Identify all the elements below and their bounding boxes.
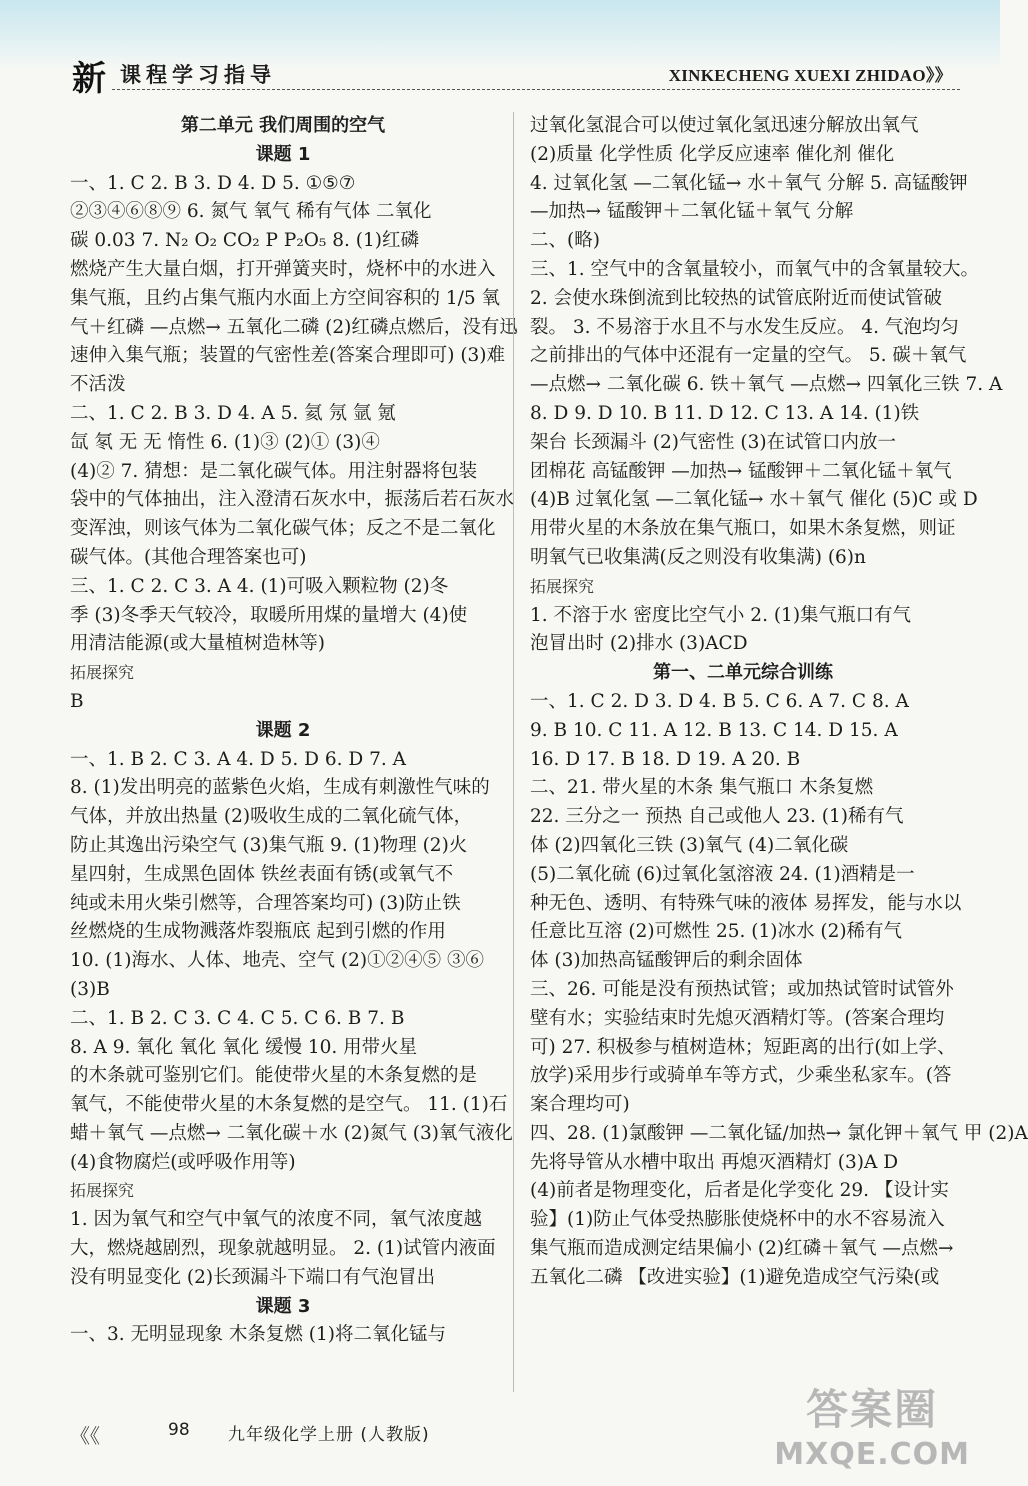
- answer-line: 袋中的气体抽出，注入澄清石灰水中，振荡后若石灰水: [70, 489, 515, 511]
- answer-line: 季 (3)冬季天气较冷，取暖所用煤的量增大 (4)使: [70, 604, 468, 626]
- answer-line: 碳 0.03 7. N₂ O₂ CO₂ P P₂O₅ 8. (1)红磷: [70, 230, 419, 252]
- answer-line: 团棉花 高锰酸钾 —加热→ 锰酸钾＋二氧化锰＋氧气: [530, 460, 952, 482]
- answer-line: —加热→ 锰酸钾＋二氧化锰＋氧气 分解: [530, 201, 854, 223]
- watermark-logo: 答案圈: [806, 1385, 939, 1434]
- answer-line: 变浑浊，则该气体为二氧化碳气体；反之不是二氧化: [70, 518, 496, 540]
- answer-line: 任意比互溶 (2)可燃性 25. (1)冰水 (2)稀有气: [530, 921, 903, 943]
- answer-line: 氙 氡 无 无 惰性 6. (1)③ (2)① (3)④: [70, 431, 380, 453]
- answer-line: 9. B 10. C 11. A 12. B 13. C 14. D 15. A: [530, 719, 898, 741]
- answer-line: 用带火星的木条放在集气瓶口，如果木条复燃，则证: [530, 518, 956, 540]
- answer-line: (5)二氧化硫 (6)过氧化氢溶液 24. (1)酒精是一: [530, 863, 915, 885]
- answer-line: (4)② 7. 猜想：是二氧化碳气体。用注射器将包装: [70, 460, 478, 482]
- answer-line: 用清洁能源(或大量植树造林等): [70, 633, 325, 655]
- series-title: 课程学习指导: [120, 63, 276, 87]
- answer-line: 的木条就可鉴别它们。能使带火星的木条复燃的是: [70, 1065, 478, 1087]
- answer-line: (4)食物腐烂(或呼吸作用等): [70, 1151, 296, 1173]
- answer-line: B: [70, 690, 84, 712]
- answer-line: 二、21. 带火星的木条 集气瓶口 木条复燃: [530, 777, 874, 799]
- answer-line: 之前排出的气体中还混有一定量的空气。 5. 碳＋氧气: [530, 345, 967, 367]
- answer-line: 先将导管从水槽中取出 再熄灭酒精灯 (3)A D: [530, 1151, 899, 1173]
- answer-line: ②③④⑥⑧⑨ 6. 氮气 氧气 稀有气体 二氧化: [70, 201, 432, 223]
- answer-line: 二、1. B 2. C 3. C 4. C 5. C 6. B 7. B: [70, 1007, 405, 1029]
- column-divider: [513, 112, 514, 1392]
- answer-line: 大，燃烧越剧烈，现象就越明显。 2. (1)试管内液面: [70, 1238, 496, 1260]
- answer-line: 架台 长颈漏斗 (2)气密性 (3)在试管口内放一: [530, 431, 897, 453]
- section-heading: 第一、二单元综合训练: [653, 662, 833, 684]
- answer-line: 燃烧产生大量白烟，打开弹簧夹时，烧杯中的水进入: [70, 258, 496, 280]
- subsection-label: 拓展探究: [530, 576, 595, 596]
- subsection-label: 拓展探究: [70, 663, 135, 683]
- answer-line: 可) 27. 积极参与植树造林；短距离的出行(如上学、: [530, 1036, 956, 1058]
- answer-line: 集气瓶而造成测定结果偏小 (2)红磷＋氧气 —点燃→: [530, 1238, 954, 1260]
- answer-line: 集气瓶，且约占集气瓶内水面上方空间容积的 1/5 氧: [70, 287, 501, 309]
- answer-line: 1. 因为氧气和空气中氧气的浓度不同，氧气浓度越: [70, 1209, 483, 1231]
- left-column: [70, 112, 518, 1350]
- answer-line: 气＋红磷 —点燃→ 五氧化二磷 (2)红磷点燃后，没有迅: [70, 316, 518, 338]
- answer-line: 一、1. C 2. D 3. D 4. B 5. C 6. A 7. C 8. A: [530, 690, 909, 712]
- page-header: [72, 55, 960, 99]
- page-footer: [70, 1420, 500, 1446]
- answer-line: 8. D 9. D 10. B 11. D 12. C 13. A 14. (1)铁: [530, 402, 920, 424]
- answer-line: (3)B: [70, 978, 110, 1000]
- series-logo: 新: [72, 59, 106, 99]
- section-heading: 课题 3: [255, 1295, 311, 1317]
- answer-line: 氧气，不能使带火星的木条复燃的是空气。 11. (1)石: [70, 1094, 508, 1116]
- answer-line: 丝燃烧的生成物溅落炸裂瓶底 起到引燃的作用: [70, 921, 446, 943]
- answer-line: 体 (2)四氧化三铁 (3)氧气 (4)二氧化碳: [530, 834, 849, 856]
- answer-line: 纯或未用火柴引燃等，合理答案均可) (3)防止铁: [70, 892, 461, 914]
- answer-line: 8. (1)发出明亮的蓝紫色火焰，生成有刺激性气味的: [70, 777, 490, 799]
- subsection-label: 拓展探究: [70, 1181, 135, 1201]
- answer-line: 三、1. 空气中的含氧量较小，而氧气中的含氧量较大。: [530, 258, 980, 280]
- answer-line: 没有明显变化 (2)长颈漏斗下端口有气泡冒出: [70, 1266, 436, 1288]
- answer-line: —点燃→ 二氧化碳 6. 铁＋氧气 —点燃→ 四氧化三铁 7. A: [530, 374, 1003, 396]
- answer-line: 2. 会使水珠倒流到比较热的试管底附近而使试管破: [530, 287, 943, 309]
- answer-line: 一、1. C 2. B 3. D 4. D 5. ①⑤⑦: [70, 172, 356, 194]
- back-arrows-icon: 《《: [70, 1424, 100, 1448]
- answer-line: 五氧化二磷 【改进实验】(1)避免造成空气污染(或: [530, 1266, 940, 1288]
- answer-line: 放学)采用步行或骑单车等方式，少乘坐私家车。(答: [530, 1065, 952, 1087]
- answer-line: 16. D 17. B 18. D 19. A 20. B: [530, 748, 801, 770]
- answer-line: 四、28. (1)氯酸钾 —二氧化锰/加热→ 氯化钾＋氧气 甲 (2)A: [530, 1122, 1028, 1144]
- answer-line: 气体，并放出热量 (2)吸收生成的二氧化硫气体，: [70, 806, 473, 828]
- section-heading: 课题 1: [255, 143, 311, 165]
- answer-line: (4)前者是物理变化，后者是化学变化 29. 【设计实: [530, 1180, 949, 1202]
- answer-line: 碳气体。(其他合理答案也可): [70, 546, 307, 568]
- section-heading: 第二单元 我们周围的空气: [180, 115, 386, 136]
- book-title: 九年级化学上册 (人教版): [228, 1425, 430, 1445]
- answer-line: 二、1. C 2. B 3. D 4. A 5. 氦 氖 氩 氪: [70, 402, 396, 424]
- answer-line: 明氧气已收集满(反之则没有收集满) (6)n: [530, 546, 866, 568]
- answer-line: (4)B 过氧化氢 —二氧化锰→ 水＋氧气 催化 (5)C 或 D: [530, 489, 978, 511]
- answer-line: 过氧化氢混合可以使过氧化氢迅速分解放出氧气: [530, 115, 919, 136]
- answer-line: 22. 三分之一 预热 自己或他人 23. (1)稀有气: [530, 806, 904, 828]
- answer-line: 泡冒出时 (2)排水 (3)ACD: [530, 633, 748, 655]
- series-pinyin: XINKECHENG XUEXI ZHIDAO》》: [668, 66, 952, 85]
- header-rule: [112, 89, 960, 90]
- answer-line: 种无色、透明、有特殊气味的液体 易挥发，能与水以: [530, 892, 962, 914]
- answer-line: 星四射，生成黑色固体 铁丝表面有锈(或氧气不: [70, 863, 454, 885]
- answer-line: 4. 过氧化氢 —二氧化锰→ 水＋氧气 分解 5. 高锰酸钾: [530, 172, 968, 194]
- watermark: [774, 1377, 970, 1472]
- answer-line: (2)质量 化学性质 化学反应速率 催化剂 催化: [530, 143, 895, 165]
- answer-line: 不活泼: [70, 374, 126, 396]
- page-number: 98: [168, 1420, 190, 1440]
- answer-line: 体 (3)加热高锰酸钾后的剩余固体: [530, 950, 803, 972]
- answer-line: 壁有水；实验结束时先熄灭酒精灯等。(答案合理均: [530, 1007, 945, 1029]
- section-heading: 课题 2: [255, 719, 311, 741]
- answer-line: 防止其逸出污染空气 (3)集气瓶 9. (1)物理 (2)火: [70, 834, 468, 856]
- answer-line: 验】(1)防止气体受热膨胀使烧杯中的水不容易流入: [530, 1209, 945, 1231]
- answer-line: 三、26. 可能是没有预热试管；或加热试管时试管外: [530, 978, 954, 1000]
- answer-line: 一、1. B 2. C 3. A 4. D 5. D 6. D 7. A: [70, 748, 406, 770]
- answer-line: 三、1. C 2. C 3. A 4. (1)可吸入颗粒物 (2)冬: [70, 575, 449, 597]
- answer-line: 案合理均可): [530, 1094, 630, 1116]
- answer-line: 一、3. 无明显现象 木条复燃 (1)将二氧化锰与: [70, 1324, 446, 1346]
- answer-line: 1. 不溶于水 密度比空气小 2. (1)集气瓶口有气: [530, 604, 912, 626]
- watermark-url: MXQE.COM: [774, 1437, 970, 1472]
- answer-line: 裂。 3. 不易溶于水且不与水发生反应。 4. 气泡均匀: [530, 316, 959, 338]
- answer-line: 8. A 9. 氧化 氧化 氧化 缓慢 10. 用带火星: [70, 1036, 418, 1058]
- answer-line: 蜡＋氧气 —点燃→ 二氧化碳＋水 (2)氮气 (3)氧气液化: [70, 1122, 513, 1144]
- answer-line: 二、(略): [530, 230, 600, 252]
- answer-line: 10. (1)海水、人体、地壳、空气 (2)①②④⑤ ③⑥: [70, 950, 484, 972]
- right-column: [530, 112, 1028, 1293]
- answer-line: 速伸入集气瓶；装置的气密性差(答案合理即可) (3)难: [70, 345, 506, 367]
